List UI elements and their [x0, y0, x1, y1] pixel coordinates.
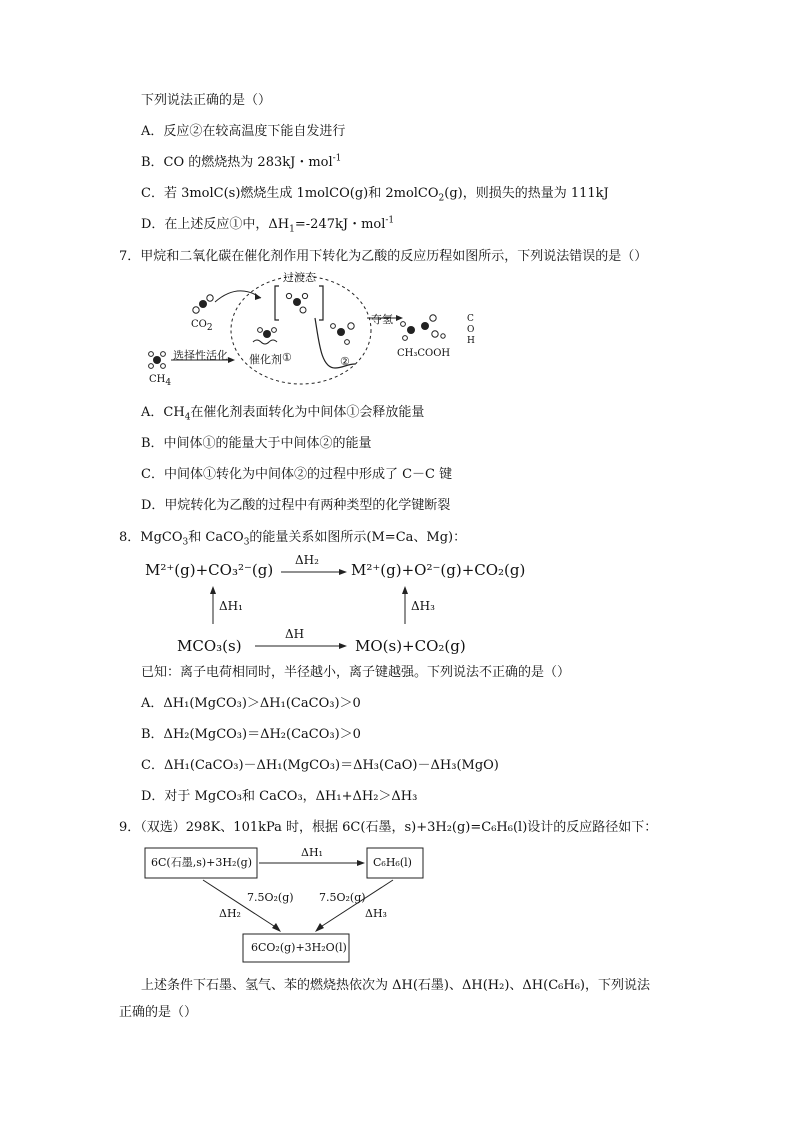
seize-hydrogen-label: 夺氢	[371, 313, 393, 326]
q8-stem: 8．MgCO$_3$和 CaCO$_3$的能量关系如图所示(M=Ca、Mg)：	[119, 530, 467, 548]
q8-option-d: D．对于 MgCO₃和 CaCO₃，ΔH₁+ΔH₂＞ΔH₃	[141, 789, 418, 804]
transition-state-icon	[286, 293, 307, 313]
q7-stem: 7．甲烷和二氧化碳在催化剂作用下转化为乙酸的反应历程如图所示，下列说法错误的是（）	[119, 249, 648, 264]
top-left-species: M²⁺(g)+CO₃²⁻(g)	[145, 561, 274, 579]
q7-option-d: D．甲烷转化为乙酸的过程中有两种类型的化学键断裂	[141, 498, 451, 513]
catalyst-label: 催化剂	[249, 353, 282, 366]
box-combustion-products: 6CO₂(g)+3H₂O(l)	[251, 941, 347, 954]
intermediate-2-label: ②	[340, 355, 350, 368]
ch4-label: $CH_4$	[149, 374, 172, 388]
q9-stem: 9．（双选）298K、101kPa 时，根据 6C(石墨，s)+3H₂(g)=C₆H₆(l)设计的反应路径如下：	[119, 820, 658, 835]
legend-c: C	[467, 314, 474, 324]
q8-known: 已知：离子电荷相同时，半径越小，离子键越强。下列说法不正确的是（）	[141, 665, 571, 680]
selective-activation-label: 选择性活化	[173, 349, 228, 362]
dh1-label: ΔH₁	[301, 846, 323, 859]
dh2-label: ΔH₂	[295, 553, 319, 567]
acetic-acid-label: CH₃COOH	[397, 348, 451, 359]
bottom-left-species: MCO₃(s)	[177, 637, 242, 655]
q6-option-c: C．若 3molC(s)燃烧生成 1molCO(g)和 2molCO$_2$(g)，则损失的热量为 111kJ	[141, 186, 609, 204]
dh-label: ΔH	[285, 627, 305, 641]
q6-option-b: B．CO 的燃烧热为 283kJ・mol$^{-1}$	[141, 153, 342, 170]
o2-left-label: 7.5O₂(g)	[247, 891, 294, 904]
co2-label: $CO_2$	[191, 319, 213, 333]
q6-option-a: A．反应②在较高温度下能自发进行	[141, 124, 346, 139]
box-benzene: C₆H₆(l)	[373, 856, 412, 869]
q8-energy-cycle-figure	[143, 552, 527, 658]
co2-molecule-icon	[193, 295, 213, 313]
intermediate-1-icon	[253, 328, 277, 344]
q8-option-c: C．ΔH₁(CaCO₃)－ΔH₁(MgCO₃)＝ΔH₃(CaO)－ΔH₃(MgO)	[141, 758, 499, 773]
q7-option-b: B．中间体①的能量大于中间体②的能量	[141, 436, 372, 451]
q8-option-b: B．ΔH₂(MgCO₃)＝ΔH₂(CaCO₃)＞0	[141, 727, 361, 742]
acetic-acid-icon	[401, 315, 446, 341]
bottom-right-species: MO(s)+CO₂(g)	[355, 637, 466, 655]
q9-line1: 上述条件下石墨、氢气、苯的燃烧热依次为 ΔH(石墨)、ΔH(H₂)、ΔH(C₆H₆)，下列说法	[141, 978, 650, 993]
dh2-label: ΔH₂	[219, 907, 241, 920]
q6-option-d: D．在上述反应①中，$\Delta H_1=-247kJ$・mol$^{-1}$	[141, 215, 395, 235]
intermediate-2-icon	[331, 323, 355, 345]
q7-option-a: A．$CH_4$在催化剂表面转化为中间体①会释放能量	[141, 405, 425, 423]
q7-reaction-figure	[143, 272, 473, 390]
ch4-molecule-icon	[149, 352, 166, 369]
top-right-species: M²⁺(g)+O²⁻(g)+CO₂(g)	[351, 561, 526, 579]
legend-labels	[467, 314, 475, 347]
dh3-label: ΔH₃	[365, 907, 387, 920]
q8-option-a: A．ΔH₁(MgCO₃)＞ΔH₁(CaCO₃)＞0	[141, 696, 361, 711]
intermediate-1-label: ①	[282, 351, 292, 364]
q6-stem: 下列说法正确的是（）	[141, 93, 272, 108]
dh1-label: ΔH₁	[219, 599, 243, 613]
box-graphite-hydrogen: 6C(石墨,s)+3H₂(g)	[151, 856, 252, 869]
q9-line2: 正确的是（）	[119, 1005, 198, 1020]
dh3-label: ΔH₃	[411, 599, 435, 613]
q9-path-figure	[143, 842, 427, 966]
legend-o: O	[467, 325, 475, 335]
transition-state-label: 过渡态	[283, 271, 316, 284]
o2-right-label: 7.5O₂(g)	[319, 891, 366, 904]
q7-option-c: C．中间体①转化为中间体②的过程中形成了 C－C 键	[141, 467, 453, 482]
legend-h: H	[467, 336, 475, 346]
